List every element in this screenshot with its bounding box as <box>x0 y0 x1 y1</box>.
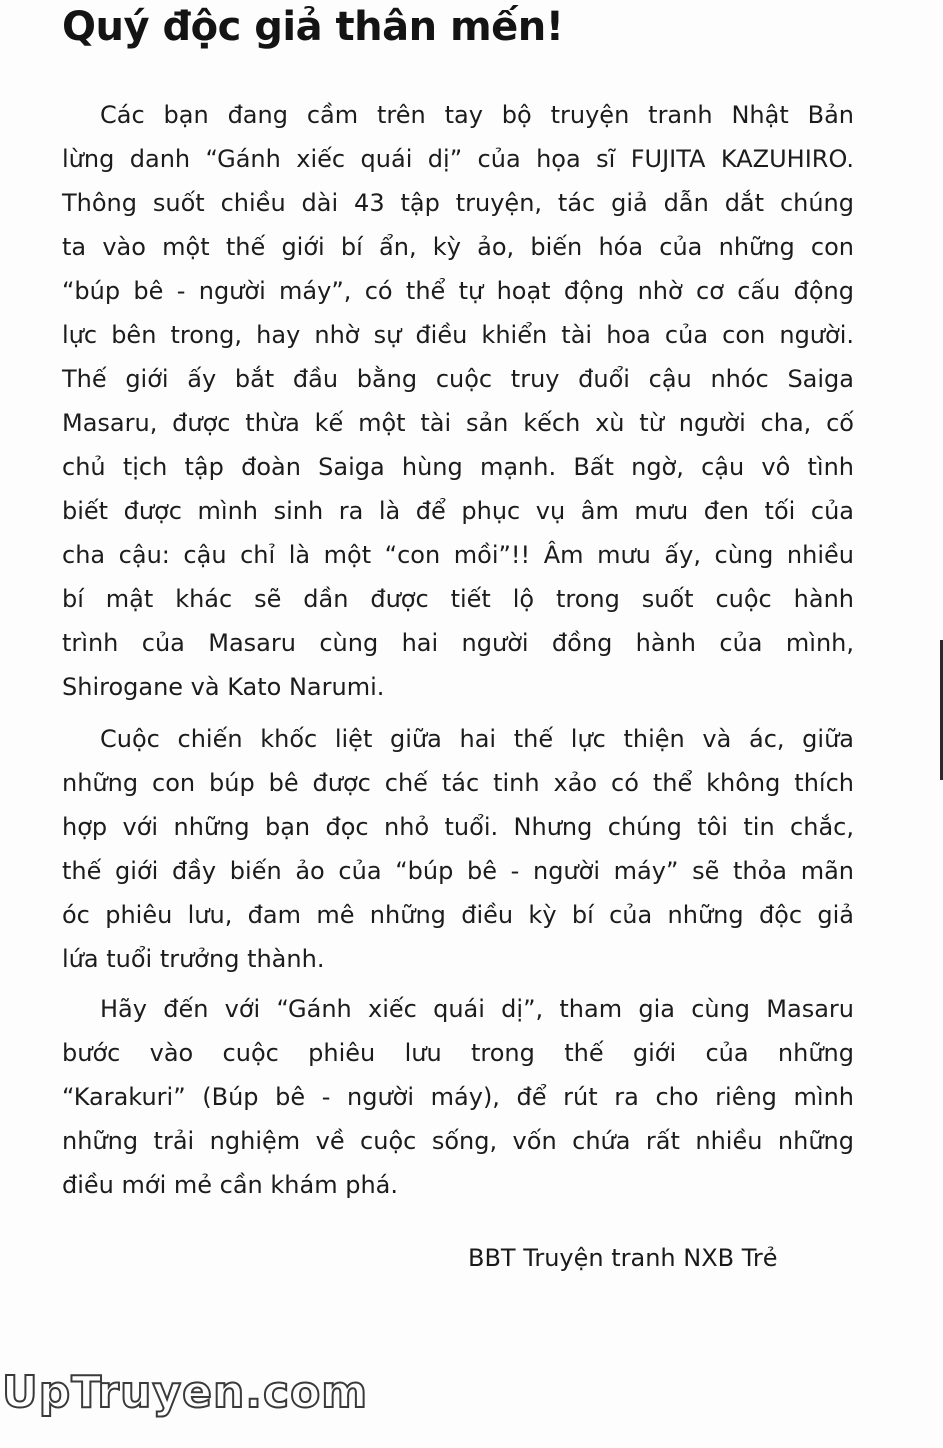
signature: BBT Truyện tranh NXB Trẻ <box>468 1244 778 1272</box>
paragraph-1-line: Shirogane và Kato Narumi. <box>62 673 385 701</box>
paragraph-1-line: cha cậu: cậu chỉ là một “con mồi”!! Âm mưu ấy, cùng nhiều <box>62 541 854 569</box>
paragraph-3-line: “Karakuri” (Búp bê - người máy), để rút ra cho riêng mình <box>62 1083 854 1111</box>
paragraph-1-line: lực bên trong, hay nhờ sự điều khiển tài hoa của con người. <box>62 321 854 349</box>
paragraph-1-line: bí mật khác sẽ dần được tiết lộ trong suốt cuộc hành <box>62 585 854 613</box>
paragraph-1-line: Các bạn đang cầm trên tay bộ truyện tranh Nhật Bản <box>100 101 854 129</box>
paragraph-3-line: điều mới mẻ cần khám phá. <box>62 1171 398 1199</box>
paragraph-2-line: những con búp bê được chế tác tinh xảo có thể không thích <box>62 769 854 797</box>
paragraph-1-line: biết được mình sinh ra là để phục vụ âm mưu đen tối của <box>62 497 854 525</box>
paragraph-3-line: bước vào cuộc phiêu lưu trong thế giới của những <box>62 1039 854 1067</box>
site-watermark: UpTruyen.com <box>2 1367 369 1418</box>
paragraph-1-line: trình của Masaru cùng hai người đồng hành của mình, <box>62 629 854 657</box>
paragraph-1-line: Thế giới ấy bắt đầu bằng cuộc truy đuổi cậu nhóc Saiga <box>62 365 854 393</box>
paragraph-1-line: ta vào một thế giới bí ẩn, kỳ ảo, biến hóa của những con <box>62 233 854 261</box>
letter-heading: Quý độc giả thân mến! <box>62 4 564 50</box>
paragraph-1-line: Masaru, được thừa kế một tài sản kếch xù từ người cha, cố <box>62 409 854 437</box>
paragraph-2-line: lứa tuổi trưởng thành. <box>62 945 325 973</box>
paragraph-2-line: thế giới đầy biến ảo của “búp bê - người máy” sẽ thỏa mãn <box>62 857 854 885</box>
paragraph-1-line: Thông suốt chiều dài 43 tập truyện, tác giả dẫn dắt chúng <box>62 189 854 217</box>
paragraph-1-line: lừng danh “Gánh xiếc quái dị” của họa sĩ FUJITA KAZUHIRO. <box>62 145 854 173</box>
paragraph-3-line: những trải nghiệm về cuộc sống, vốn chứa rất nhiều những <box>62 1127 854 1155</box>
paragraph-2-line: hợp với những bạn đọc nhỏ tuổi. Nhưng chúng tôi tin chắc, <box>62 813 854 841</box>
paragraph-3-line: Hãy đến với “Gánh xiếc quái dị”, tham gia cùng Masaru <box>100 995 854 1023</box>
paragraph-1-line: “búp bê - người máy”, có thể tự hoạt động nhờ cơ cấu động <box>62 277 854 305</box>
paragraph-1-line: chủ tịch tập đoàn Saiga hùng mạnh. Bất ngờ, cậu vô tình <box>62 453 854 481</box>
paragraph-2-line: óc phiêu lưu, đam mê những điều kỳ bí của những độc giả <box>62 901 854 929</box>
paragraph-2-line: Cuộc chiến khốc liệt giữa hai thế lực thiện và ác, giữa <box>100 725 854 753</box>
